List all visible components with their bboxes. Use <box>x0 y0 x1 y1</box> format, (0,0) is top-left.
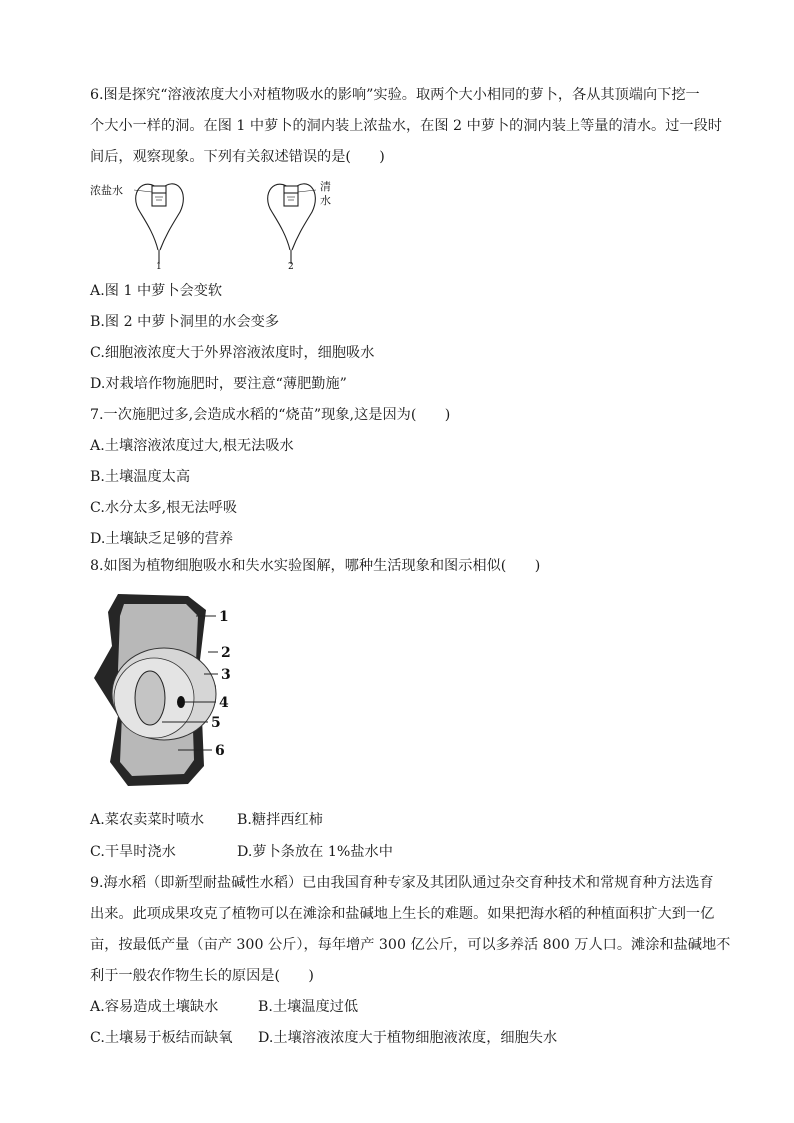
q6-label-water-1: 清 <box>320 180 331 193</box>
q6-option-c: C.细胞液浓度大于外界溶液浓度时，细胞吸水 <box>90 345 375 361</box>
q6-option-b: B.图 2 中萝卜洞里的水会变多 <box>90 314 280 330</box>
cell-label-4: 4 <box>219 695 229 711</box>
q8-plant-cell-figure <box>88 590 248 790</box>
q7-option-a: A.土壤溶液浓度过大,根无法吸水 <box>90 438 294 454</box>
q9-stem-line-1: 9.海水稻（即新型耐盐碱性水稻）已由我国育种专家及其团队通过杂交育种技术和常规育种方法选育 <box>90 875 714 891</box>
q6-radish-figure <box>88 176 348 272</box>
q6-option-d: D.对栽培作物施肥时，要注意“薄肥勤施” <box>90 376 347 392</box>
q6-option-a: A.图 1 中萝卜会变软 <box>90 283 223 299</box>
q8-option-a: A.菜农卖菜时喷水 <box>90 812 205 828</box>
q6-stem-line-1: 6.图是探究“溶液浓度大小对植物吸水的影响”实验。取两个大小相同的萝卜，各从其顶端向下挖一 <box>90 87 700 103</box>
q9-stem-line-2: 出来。此项成果攻克了植物可以在滩涂和盐碱地上生长的难题。如果把海水稻的种植面积扩大到一亿 <box>90 906 715 922</box>
q9-option-d: D.土壤溶液浓度大于植物细胞液浓度，细胞失水 <box>258 1030 558 1046</box>
q8-option-c: C.干旱时浇水 <box>90 844 176 860</box>
radish-2-diagram <box>268 184 316 264</box>
cell-label-3: 3 <box>221 667 231 683</box>
cell-label-1: 1 <box>219 609 229 625</box>
q6-stem-line-2: 个大小一样的洞。在图 1 中萝卜的洞内装上浓盐水，在图 2 中萝卜的洞内装上等量的清水。过一段时 <box>90 118 722 134</box>
cell-label-5: 5 <box>211 715 221 731</box>
q9-option-b: B.土壤温度过低 <box>258 999 359 1015</box>
q8-option-d: D.萝卜条放在 1%盐水中 <box>237 844 393 860</box>
q9-stem-line-4: 利于一般农作物生长的原因是( ) <box>90 968 314 984</box>
q6-figure-num-1: 1 <box>156 262 162 272</box>
q8-option-b: B.糖拌西红柿 <box>237 812 323 828</box>
q9-stem-line-3: 亩，按最低产量（亩产 300 公斤），每年增产 300 亿公斤，可以多养活 800 万人口。滩涂和盐碱地不 <box>90 937 731 953</box>
q7-option-d: D.土壤缺乏足够的营养 <box>90 531 234 547</box>
q6-label-brine: 浓盐水 <box>90 184 123 197</box>
radish-1-diagram <box>134 184 183 264</box>
q9-option-a: A.容易造成土壤缺水 <box>90 999 219 1015</box>
q7-option-c: C.水分太多,根无法呼吸 <box>90 500 238 516</box>
q9-option-c: C.土壤易于板结而缺氧 <box>90 1030 233 1046</box>
nucleus-outline <box>135 671 165 725</box>
q6-figure-num-2: 2 <box>288 262 294 272</box>
cell-label-2: 2 <box>221 645 231 661</box>
q8-stem: 8.如图为植物细胞吸水和失水实验图解，哪种生活现象和图示相似( ) <box>90 558 541 574</box>
q6-stem-line-3: 间后，观察现象。下列有关叙述错误的是( ) <box>90 149 385 165</box>
q6-label-water-2: 水 <box>320 194 331 207</box>
q7-stem: 7.一次施肥过多,会造成水稻的“烧苗”现象,这是因为( ) <box>90 407 451 423</box>
q7-option-b: B.土壤温度太高 <box>90 469 191 485</box>
cell-label-6: 6 <box>215 743 225 759</box>
nucleolus <box>177 696 185 708</box>
